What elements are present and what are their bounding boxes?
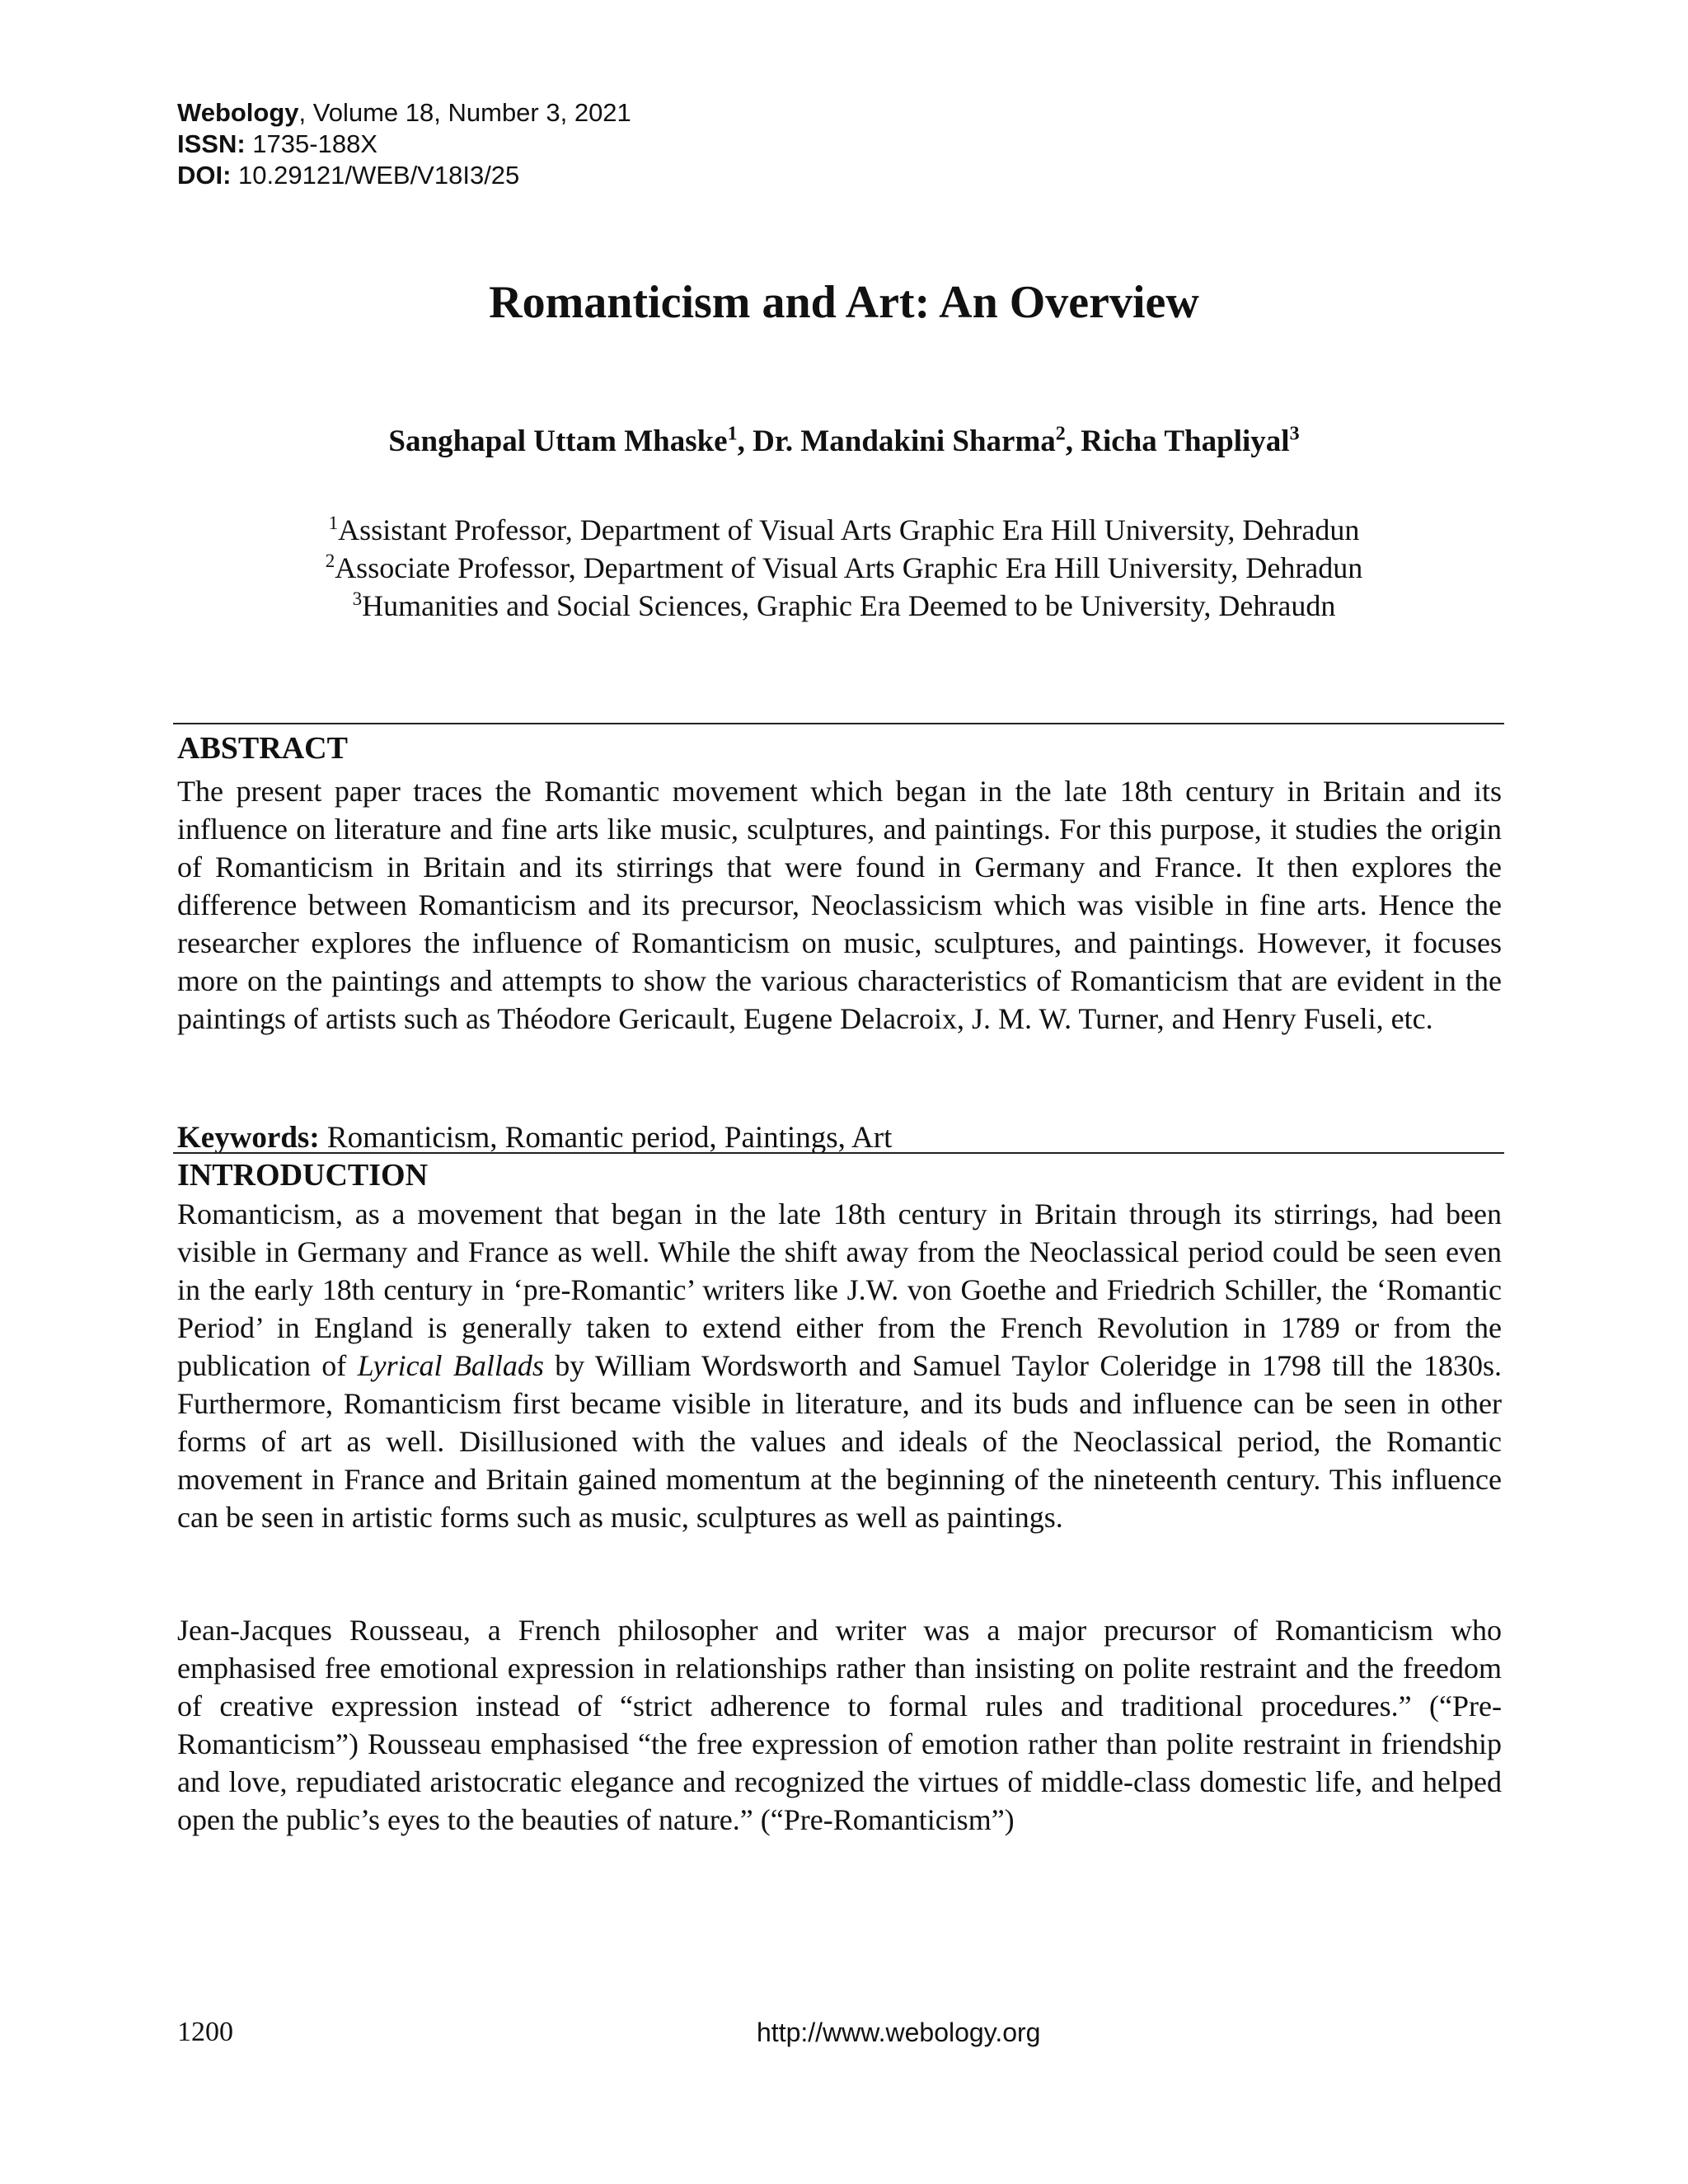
author-separator: ,: [737, 424, 753, 458]
volume-info: , Volume 18, Number 3, 2021: [298, 98, 631, 127]
footer-url: http://www.webology.org: [757, 2018, 1041, 2047]
author-name: Sanghapal Uttam Mhaske: [388, 424, 728, 458]
keywords-text: Romanticism, Romantic period, Paintings, Art: [319, 1121, 893, 1155]
affiliation-line: [0, 511, 1688, 549]
intro-p1-text-b: by William Wordsworth and Samuel Taylor Coleridge in 1798 till the 1830s. Furthermore, Romanticism first became visible in literature, and its buds and influence can be seen in other forms of art as well. Disillusioned with the values and ideals of the Neoclassical period, the Romantic movement in France and Britain gained momentum at the beginning of the nineteenth century. This influence can be seen in artistic forms such as music, sculptures as well as paintings.: [177, 1349, 1502, 1534]
doi-line: [177, 160, 631, 191]
paper-title: Romanticism and Art: An Overview: [489, 277, 1199, 328]
doi-value: 10.29121/WEB/V18I3/25: [231, 161, 520, 190]
affiliation-mark: 1: [328, 513, 339, 533]
author-affiliation-mark: 1: [727, 423, 738, 445]
abstract-heading: ABSTRACT: [177, 731, 348, 766]
author-name: Dr. Mandakini Sharma: [753, 424, 1056, 458]
intro-p1-text-a: Romanticism, as a movement that began in the late 18th century in Britain through its stirrings, had been visible in Germany and France as well. While the shift away from the Neoclassical period could be seen even in the early 18th century in ‘pre-Romantic’ writers like J.W. von Goethe and Friedrich Schiller, the ‘Romantic Period’ in England is generally taken to extend either from the French Revolution in 1789 or from the publication of: [177, 1197, 1502, 1382]
affiliation-text: Assistant Professor, Department of Visual Arts Graphic Era Hill University, Dehradun: [338, 513, 1360, 546]
affiliation-list: [0, 511, 1688, 625]
affiliation-mark: 2: [325, 551, 335, 571]
introduction-paragraph-1: [177, 1195, 1502, 1536]
introduction-paragraph-2: Jean-Jacques Rousseau, a French philosopher and writer was a major precursor of Romanticism who emphasised free emotional expression in relationships rather than insisting on polite restraint and the freedom of creative expression instead of “strict adherence to formal rules and traditional procedures.” (“Pre-Romanticism”) Rousseau emphasised “the free expression of emotion rather than polite restraint in friendship and love, repudiated aristocratic elegance and recognized the virtues of middle-class domestic life, and helped open the public’s eyes to the beauties of nature.” (“Pre-Romanticism”): [177, 1614, 1502, 1836]
issn-line: [177, 129, 631, 160]
affiliation-line: [0, 587, 1688, 625]
abstract-text: The present paper traces the Romantic movement which began in the late 18th century in Britain and its influence on literature and fine arts like music, sculptures, and paintings. For this purpose, it studies the origin of Romanticism in Britain and its stirrings that were found in Germany and France. It then explores the difference between Romanticism and its precursor, Neoclassicism which was visible in fine arts. Hence the researcher explores the influence of Romanticism on music, sculptures, and paintings. However, it focuses more on the paintings and attempts to show the various characteristics of Romanticism that are evident in the paintings of artists such as Théodore Gericault, Eugene Delacroix, J. M. W. Turner, and Henry Fuseli, etc.: [177, 775, 1502, 1035]
introduction-heading: INTRODUCTION: [177, 1158, 429, 1193]
affiliation-text: Associate Professor, Department of Visual Arts Graphic Era Hill University, Dehradun: [335, 551, 1363, 584]
journal-name: Webology: [177, 98, 299, 127]
keywords-label: Keywords:: [177, 1121, 320, 1155]
abstract-top-rule: [173, 723, 1504, 724]
doi-label: DOI:: [177, 161, 232, 190]
affiliation-mark: 3: [352, 588, 363, 609]
affiliation-text: Humanities and Social Sciences, Graphic Era Deemed to be University, Dehraudn: [362, 589, 1336, 622]
issn-value: 1735-188X: [245, 129, 377, 158]
issn-label: ISSN:: [177, 129, 246, 158]
author-separator: ,: [1065, 424, 1081, 458]
author-affiliation-mark: 2: [1055, 423, 1066, 445]
affiliation-line: [0, 549, 1688, 587]
author-affiliation-mark: 3: [1289, 423, 1300, 445]
introduction-top-rule: [173, 1152, 1504, 1154]
intro-p1-book-title: Lyrical Ballads: [357, 1349, 544, 1382]
journal-volume-line: [177, 97, 631, 129]
author-list: [0, 422, 1688, 462]
page-number: 1200: [177, 2017, 233, 2047]
journal-info: [177, 97, 631, 191]
author-name: Richa Thapliyal: [1081, 424, 1290, 458]
